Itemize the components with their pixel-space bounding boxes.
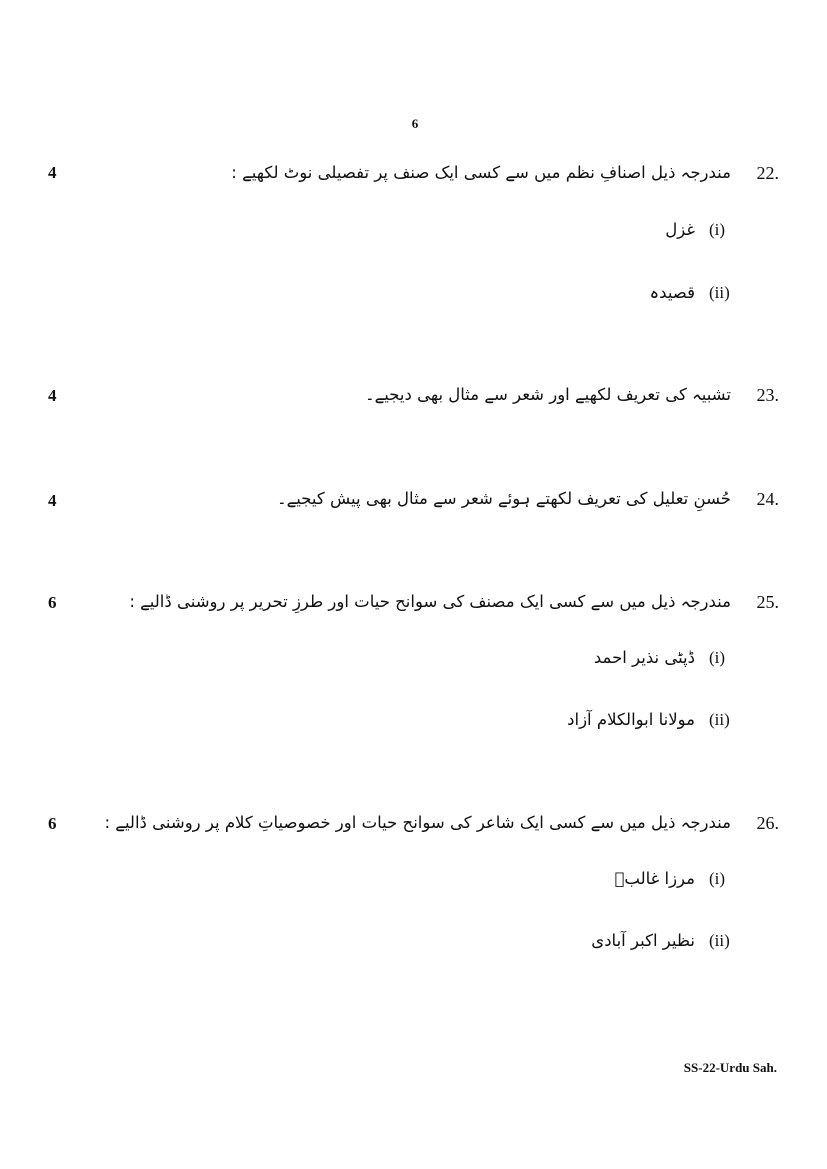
option-text: ڈپٹی نذیر احمد — [593, 648, 695, 667]
option-text: قصیدہ — [649, 283, 695, 302]
question-26-marks: 6 — [48, 814, 57, 833]
question-22-text: مندرجہ ذیل اصنافِ نظم میں سے کسی ایک صنف پر تفصیلی نوٹ لکھیے : — [231, 163, 731, 182]
page-number: 6 — [411, 116, 419, 131]
question-22-option-1 — [665, 215, 737, 245]
question-24-marks: 4 — [48, 491, 57, 510]
paper-code: SS-22-Urdu Sah. — [683, 1060, 777, 1075]
question-24-number: 24. — [756, 489, 779, 509]
question-25 — [129, 587, 779, 617]
question-26-option-1 — [614, 864, 737, 894]
question-22-marks: 4 — [48, 163, 57, 182]
question-25-marks: 6 — [48, 593, 57, 612]
question-23-number: 23. — [756, 385, 779, 405]
question-25-text: مندرجہ ذیل میں سے کسی ایک مصنف کی سوانح حیات اور طرزِ تحریر پر روشنی ڈالیے : — [129, 592, 731, 611]
option-numeral: (ii) — [709, 283, 730, 302]
option-text: مرزا غالبؔ — [614, 869, 695, 888]
question-26 — [104, 808, 779, 838]
option-numeral: (i) — [709, 220, 726, 239]
question-22-number: 22. — [756, 163, 779, 183]
option-numeral: (i) — [709, 648, 726, 667]
question-22-option-2 — [649, 278, 737, 308]
question-26-option-2 — [591, 926, 737, 956]
question-25-number: 25. — [756, 592, 779, 612]
question-23-text: تشبیہ کی تعریف لکھیے اور شعر سے مثال بھی دیجیے۔ — [364, 385, 731, 404]
question-24 — [277, 484, 779, 514]
question-25-option-1 — [594, 643, 737, 673]
option-numeral: (ii) — [709, 931, 730, 950]
option-numeral: (i) — [709, 869, 726, 888]
question-26-number: 26. — [756, 813, 779, 833]
option-text: غزل — [665, 220, 695, 239]
question-23 — [365, 380, 779, 410]
option-text: نظیر اکبر آبادی — [591, 931, 695, 950]
option-text: مولانا ابوالکلام آزاد — [567, 710, 695, 729]
question-23-marks: 4 — [48, 386, 57, 405]
question-24-text: حُسنِ تعلیل کی تعریف لکھتے ہوئے شعر سے مثال بھی پیش کیجیے۔ — [276, 489, 731, 508]
question-25-option-2 — [567, 705, 737, 735]
question-26-text: مندرجہ ذیل میں سے کسی ایک شاعر کی سوانح حیات اور خصوصیاتِ کلام پر روشنی ڈالیے : — [104, 813, 731, 832]
question-22 — [231, 158, 779, 188]
option-numeral: (ii) — [709, 710, 730, 729]
